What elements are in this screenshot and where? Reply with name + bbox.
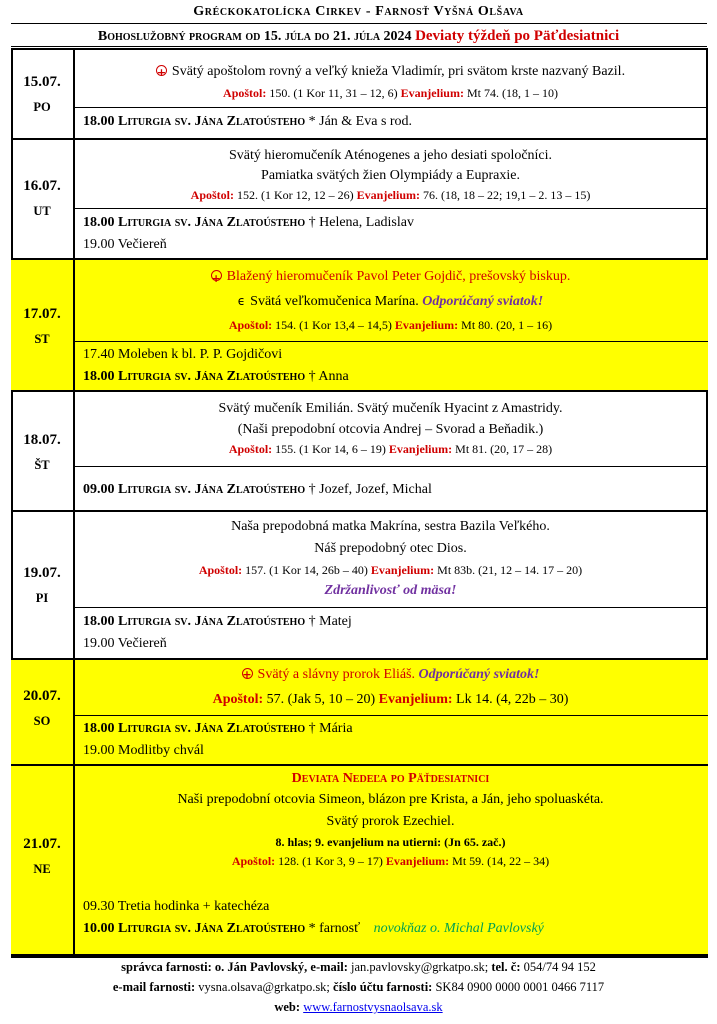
date-cell: [11, 48, 75, 138]
sunday-title: Deviata Nedeľa po Päťdesiatnici: [291, 771, 490, 786]
feast-line-1: Naši prepodobní otcovia Simeon, blázon pre Krista, a Ján, jeho spoluaskéta.: [177, 792, 604, 807]
intention: † Anna: [308, 369, 349, 384]
service-line-vespers: 19.00 Večiereň: [83, 237, 167, 252]
feast-line-1: Svätý mučeník Emilián. Svätý mučeník Hyacint z Amastridy.: [218, 401, 563, 416]
date: 21.07.: [23, 836, 61, 852]
service-line: 10.00 Liturgia sv. Jána Zlatoústeho * farnosť novokňaz o. Michal Pavlovský: [83, 921, 544, 936]
website-link[interactable]: www.farnostvysnaolsava.sk: [303, 1000, 443, 1014]
row-separator: [73, 466, 708, 467]
apostol-reading: 57. (Jak 5, 10 – 20): [266, 692, 376, 707]
admin-name: o. Ján Pavlovský,: [214, 960, 308, 974]
readings: Apoštol: 154. (1 Kor 13,4 – 14,5) Evanjelium: Mt 80. (20, 1 – 16): [228, 318, 553, 332]
apostol-reading: 154. (1 Kor 13,4 – 14,5): [275, 318, 392, 332]
date: 18.07.: [23, 432, 61, 448]
day-row-tuesday: [11, 140, 708, 260]
feast-info: [73, 146, 708, 204]
readings: Apoštol: 155. (1 Kor 14, 6 – 19) Evanjelium: Mt 81. (20, 17 – 28): [228, 442, 553, 456]
date-range: od 15. júla do 21. júla 2024: [245, 29, 412, 44]
tone-info: 8. hlas; 9. evanjelium na utierni: (Jn 65. zač.): [275, 835, 506, 849]
intention: * farnosť: [308, 921, 361, 936]
recommended-feast-note: Odporúčaný sviatok!: [422, 294, 544, 309]
service-line-lauds: 19.00 Modlitby chvál: [83, 743, 204, 758]
apostol-reading: 157. (1 Kor 14, 26b – 40): [245, 563, 368, 577]
service-line-moleben: 17.40 Moleben k bl. P. P. Gojdičovi: [83, 347, 283, 362]
feast-info: [73, 60, 708, 102]
date: 20.07.: [23, 688, 61, 704]
weekday: ŠT: [34, 458, 50, 472]
feast-line-1: Svätý apoštolom rovný a veľký knieža Vladimír, pri svätom krste nazvaný Bazil.: [171, 64, 626, 79]
feast-cross-icon: [242, 668, 253, 679]
date-cell: [11, 512, 75, 658]
footer-line-1: správca farnosti: o. Ján Pavlovský, e-mail: jan.pavlovsky@grkatpo.sk; tel. č: 054/74 94 152: [121, 960, 596, 974]
fasting-note: Zdržanlivosť od mäsa!: [324, 583, 457, 598]
recommended-feast-note: Odporúčaný sviatok!: [418, 667, 540, 682]
document-title: Gréckokatolícka Cirkev - Farnosť Vyšná Olšava: [193, 4, 524, 19]
intention: † Mária: [308, 721, 353, 736]
liturgy-name: Liturgia sv. Jána Zlatoústeho: [118, 614, 306, 629]
service-line: 09.00 Liturgia sv. Jána Zlatoústeho † Jozef, Jozef, Michal: [83, 482, 432, 497]
row-separator: [73, 208, 708, 209]
apostol-reading: 152. (1 Kor 12, 12 – 26): [237, 188, 354, 202]
service-line-third-hour: 09.30 Tretia hodinka + katechéza: [83, 899, 270, 914]
header-rule-bottom: [11, 46, 707, 47]
row-separator: [73, 341, 708, 342]
date: 15.07.: [23, 74, 61, 90]
bank-account: SK84 0900 0000 0001 0466 7117: [435, 980, 605, 994]
liturgy-name: Liturgia sv. Jána Zlatoústeho: [118, 482, 306, 497]
feast-line-1: Blažený hieromučeník Pavol Peter Gojdič, prešovský biskup.: [226, 269, 571, 284]
feast-line-2: (Naši prepodobní otcovia Andrej – Svorad a Beňadik.): [237, 422, 544, 437]
gospel-reading: Lk 14. (4, 22b – 30): [456, 692, 569, 707]
day-row-wednesday: [11, 260, 708, 392]
service-line-vespers: 19.00 Večiereň: [83, 636, 167, 651]
readings: Apoštol: 57. (Jak 5, 10 – 20) Evanjelium: Lk 14. (4, 22b – 30): [212, 692, 569, 707]
apostol-reading: 128. (1 Kor 3, 9 – 17): [278, 854, 383, 868]
liturgy-name: Liturgia sv. Jána Zlatoústeho: [118, 215, 306, 230]
intention: † Jozef, Jozef, Michal: [308, 482, 432, 497]
date-cell: [11, 392, 75, 510]
footer-line-2: e-mail farnosti: vysna.olsava@grkatpo.sk; číslo účtu farnosti: SK84 0900 0000 0001 0466 7117: [112, 980, 605, 994]
service-line: 18.00 Liturgia sv. Jána Zlatoústeho † Matej: [83, 614, 352, 629]
readings: Apoštol: 157. (1 Kor 14, 26b – 40) Evanjelium: Mt 83b. (21, 12 – 14. 17 – 20): [198, 563, 583, 577]
apostol-reading: 155. (1 Kor 14, 6 – 19): [275, 442, 386, 456]
weekday: PO: [33, 100, 51, 114]
day-row-thursday: [11, 392, 708, 512]
row-separator: [73, 107, 708, 108]
weekday: PI: [35, 591, 49, 605]
service-line: 18.00 Liturgia sv. Jána Zlatoústeho † Mária: [83, 721, 353, 736]
date: 16.07.: [23, 178, 61, 194]
admin-email[interactable]: jan.pavlovsky@grkatpo.sk;: [351, 960, 489, 974]
feast-symbol-icon: ϵ: [237, 294, 246, 308]
date-cell: [11, 660, 75, 764]
intention: † Helena, Ladislav: [308, 215, 414, 230]
feast-line-2: Pamiatka svätých žien Olympiády a Eupraxie.: [261, 168, 520, 183]
program-label: Bohoslužobný program: [97, 29, 242, 44]
date-cell: [11, 140, 75, 258]
phone-number: 054/74 94 152: [523, 960, 596, 974]
readings: Apoštol: 128. (1 Kor 3, 9 – 17) Evanjelium: Mt 59. (14, 22 – 34): [231, 854, 550, 868]
feast-line-2: Náš prepodobný otec Dios.: [314, 541, 467, 556]
service-line: 18.00 Liturgia sv. Jána Zlatoústeho † Helena, Ladislav: [83, 215, 414, 230]
intention: * Ján & Eva s rod.: [308, 114, 413, 129]
footer-line-3: web: www.farnostvysnaolsava.sk: [274, 1000, 443, 1014]
day-row-monday: [11, 48, 708, 140]
feast-line-1: Svätý a slávny prorok Eliáš.: [257, 667, 416, 682]
readings: Apoštol: 150. (1 Kor 11, 31 – 12, 6) Evanjelium: Mt 74. (18, 1 – 10): [223, 86, 558, 100]
service-line: 18.00 Liturgia sv. Jána Zlatoústeho * Ján & Eva s rod.: [83, 114, 413, 129]
date-cell: [11, 260, 75, 390]
liturgy-name: Liturgia sv. Jána Zlatoústeho: [118, 921, 306, 936]
feast-info: [73, 664, 708, 714]
gospel-reading: Mt 74. (18, 1 – 10): [466, 86, 558, 100]
feast-info: [73, 768, 708, 871]
liturgy-name: Liturgia sv. Jána Zlatoústeho: [118, 721, 306, 736]
date-cell: [11, 766, 75, 954]
row-separator: [73, 715, 708, 716]
row-separator: [73, 607, 708, 608]
feast-info: [73, 398, 708, 458]
intention: † Matej: [308, 614, 352, 629]
readings: Apoštol: 152. (1 Kor 12, 12 – 26) Evanjelium: 76. (18, 18 – 22; 19,1 – 2. 13 – 15): [190, 188, 591, 202]
gospel-reading: Mt 59. (14, 22 – 34): [452, 854, 550, 868]
service-line: 18.00 Liturgia sv. Jána Zlatoústeho † Anna: [83, 369, 349, 384]
gospel-reading: Mt 80. (20, 1 – 16): [461, 318, 553, 332]
weekday: UT: [33, 204, 51, 218]
new-priest-note: novokňaz o. Michal Pavlovský: [373, 921, 544, 936]
feast-line-2: Svätá veľkomučenica Marína.: [250, 294, 419, 309]
feast-cross-icon: [211, 270, 222, 281]
feast-line-1: Svätý hieromučeník Aténogenes a jeho desiati spoločníci.: [228, 148, 553, 163]
feast-line-2: Svätý prorok Ezechiel.: [326, 814, 455, 829]
feast-info: [73, 264, 708, 336]
apostol-reading: 150. (1 Kor 11, 31 – 12, 6): [269, 86, 398, 100]
liturgy-name: Liturgia sv. Jána Zlatoústeho: [118, 369, 306, 384]
header-rule-top: [11, 23, 707, 24]
gospel-reading: 76. (18, 18 – 22; 19,1 – 2. 13 – 15): [423, 188, 591, 202]
feast-info: [73, 516, 708, 602]
liturgy-name: Liturgia sv. Jána Zlatoústeho: [118, 114, 306, 129]
week-title: Deviaty týždeň po Päťdesiatnici: [415, 28, 620, 44]
feast-line-1: Naša prepodobná matka Makrína, sestra Bazila Veľkého.: [231, 519, 550, 534]
date: 17.07.: [23, 306, 61, 322]
gospel-reading: Mt 83b. (21, 12 – 14. 17 – 20): [437, 563, 583, 577]
parish-email[interactable]: vysna.olsava@grkatpo.sk;: [198, 980, 330, 994]
feast-cross-icon: [156, 65, 167, 76]
day-row-sunday: [11, 766, 708, 956]
weekday: SO: [33, 714, 51, 728]
gospel-reading: Mt 81. (20, 17 – 28): [455, 442, 553, 456]
date: 19.07.: [23, 565, 61, 581]
weekday: NE: [33, 862, 51, 876]
day-row-saturday: [11, 660, 708, 766]
program-heading: [0, 28, 717, 45]
weekday: ST: [34, 332, 50, 346]
day-row-friday: [11, 512, 708, 660]
